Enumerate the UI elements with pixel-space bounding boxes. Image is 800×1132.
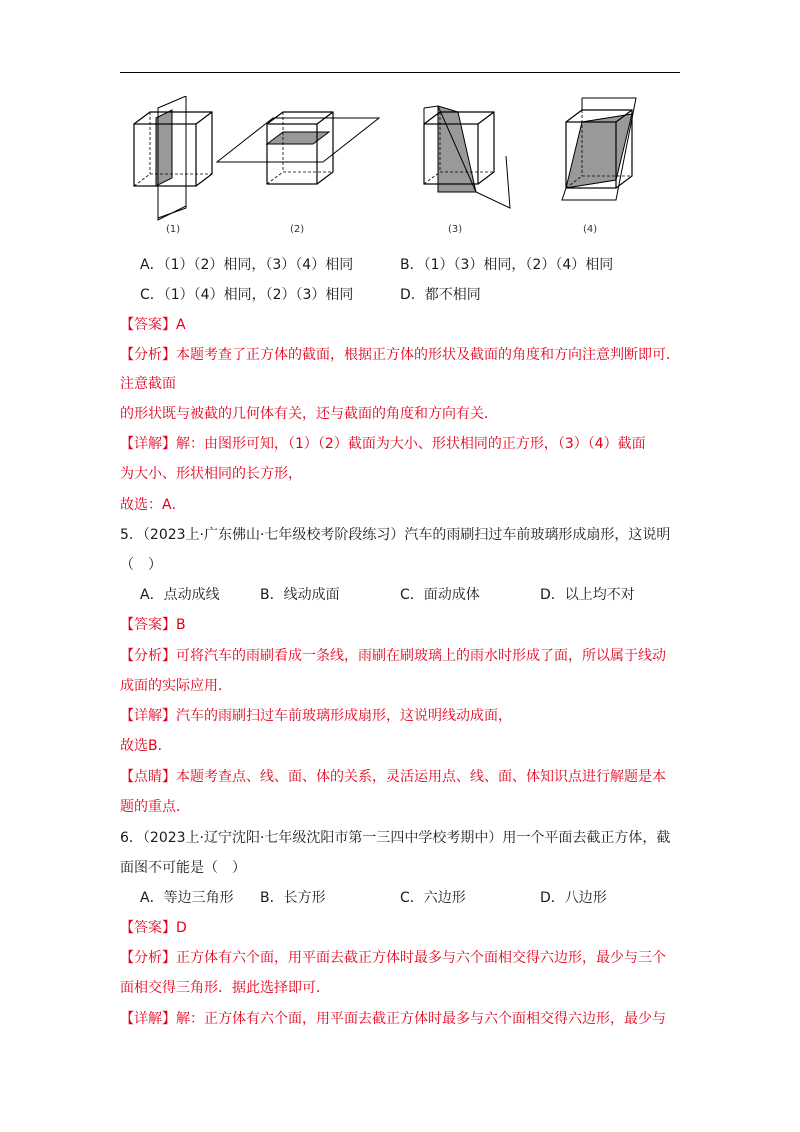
figure-4: [556, 96, 641, 214]
q4-analysis-line-1: 【分析】本题考查了正方体的截面，根据正方体的形状及截面的角度和方向注意判断即可．: [120, 347, 680, 363]
cube-section-figure-4: [556, 96, 641, 214]
q6-detail-line-1: 【详解】解：正方体有六个面，用平面去截正方体时最多与六个面相交得六边形，最少与: [120, 1011, 666, 1027]
q5-analysis-line-2: 成面的实际应用．: [120, 678, 232, 694]
q5-comment-line-1: 【点睛】本题考查点、线、面、体的关系，灵活运用点、线、面、体知识点进行解题是本: [120, 769, 666, 785]
q5-detail-line-1: 【详解】汽车的雨刷扫过车前玻璃形成扇形，这说明线动成面，: [120, 708, 512, 724]
q6-stem-line-2: 面图不可能是（ ）: [120, 860, 246, 876]
cube-section-figure-2: [215, 96, 380, 196]
q4-analysis-line-2: 注意截面: [120, 376, 176, 392]
q4-answer: 【答案】A: [120, 317, 186, 333]
q4-detail-line-2: 为大小、形状相同的长方形，: [120, 466, 302, 482]
q5-option-d: D．以上均不对: [540, 587, 635, 603]
q5-option-b: B．线动成面: [260, 587, 340, 603]
q4-conclusion: 故选：A．: [120, 497, 186, 513]
q4-option-a: A．（1）（2）相同，（3）（4）相同: [140, 257, 354, 273]
q5-conclusion: 故选B．: [120, 738, 172, 754]
figure-caption-1: (1): [166, 224, 181, 235]
q4-option-b: B．（1）（3）相同，（2）（4）相同: [400, 257, 614, 273]
q5-comment-line-2: 题的重点．: [120, 799, 190, 815]
cube-section-figure-3: [418, 96, 528, 224]
q6-analysis-line-2: 面相交得三角形．据此选择即可．: [120, 980, 330, 996]
q6-option-d: D．八边形: [540, 890, 607, 906]
figure-caption-3: (3): [448, 224, 463, 235]
q6-analysis-line-1: 【分析】正方体有六个面，用平面去截正方体时最多与六个面相交得六边形，最少与三个: [120, 950, 666, 966]
figure-3: [418, 96, 528, 224]
cube-section-figure-1: [120, 96, 220, 224]
q4-option-d: D．都不相同: [400, 287, 481, 303]
q5-option-a: A．点动成线: [140, 587, 220, 603]
q6-option-a: A．等边三角形: [140, 890, 234, 906]
q5-option-c: C．面动成体: [400, 587, 480, 603]
q6-stem-line-1: 6．（2023上·辽宁沈阳·七年级沈阳市第一三四中学校考期中）用一个平面去截正方体，截: [120, 830, 671, 846]
header-rule: [120, 72, 680, 73]
q6-answer: 【答案】D: [120, 920, 187, 936]
q5-answer: 【答案】B: [120, 617, 186, 633]
q6-option-b: B．长方形: [260, 890, 326, 906]
q6-option-c: C．六边形: [400, 890, 466, 906]
q4-analysis-line-3: 的形状既与被截的几何体有关，还与截面的角度和方向有关．: [120, 406, 498, 422]
q4-option-c: C．（1）（4）相同，（2）（3）相同: [140, 287, 354, 303]
q5-stem-line-1: 5．（2023上·广东佛山·七年级校考阶段练习）汽车的雨刷扫过车前玻璃形成扇形，这说明: [120, 527, 671, 543]
figure-2: [215, 96, 380, 196]
q4-detail-line-1: 【详解】解：由图形可知，（1）（2）截面为大小、形状相同的正方形，（3）（4）截面: [120, 436, 646, 452]
q5-stem-line-2: （ ）: [120, 557, 162, 573]
q5-analysis-line-1: 【分析】可将汽车的雨刷看成一条线，雨刷在刷玻璃上的雨水时形成了面，所以属于线动: [120, 648, 666, 664]
figure-caption-2: (2): [290, 224, 305, 235]
figure-1: [120, 96, 220, 224]
figure-caption-4: (4): [583, 224, 598, 235]
